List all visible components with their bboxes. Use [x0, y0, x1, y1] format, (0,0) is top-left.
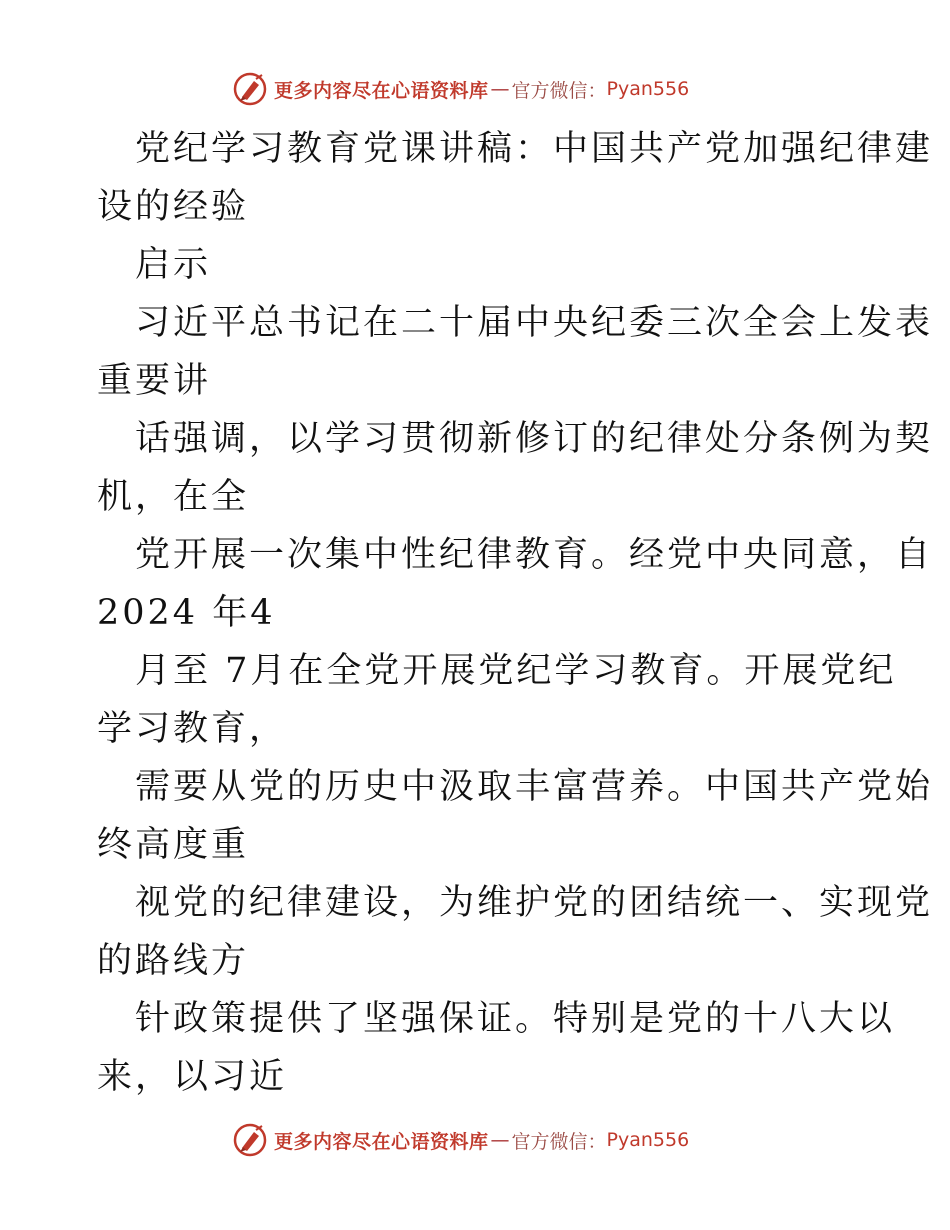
banner-dash: —: [490, 78, 510, 100]
doc-line: 来，以习近: [97, 1057, 288, 1097]
doc-line: 习近平总书记在二十届中央纪委三次全会上发表: [135, 303, 934, 343]
doc-line: 启示: [135, 245, 212, 285]
doc-line: 月至 7月在全党开展党纪学习教育。开展党纪: [135, 651, 897, 691]
banner-wechat-handle: Pyan556: [606, 1129, 690, 1151]
pen-nib-logo-icon: [232, 71, 268, 107]
doc-line: 的路线方: [97, 941, 250, 981]
banner-promo-text: 更多内容尽在心语资料库: [274, 79, 489, 102]
doc-line: 需要从党的历史中汲取丰富营养。中国共产党始: [135, 767, 934, 807]
doc-line: 针政策提供了坚强保证。特别是党的十八大以: [135, 999, 896, 1039]
doc-line: 学习教育，: [97, 709, 288, 749]
banner-dash: —: [490, 1129, 510, 1151]
doc-line: 终高度重: [97, 825, 250, 865]
pen-nib-logo-icon: [232, 1122, 268, 1158]
doc-line: 党开展一次集中性纪律教育。经党中央同意，自: [135, 535, 934, 575]
footer-banner: [232, 1122, 689, 1158]
banner-wechat-handle: Pyan556: [606, 78, 690, 100]
banner-promo-text: 更多内容尽在心语资料库: [274, 1130, 489, 1153]
doc-line: 党纪学习教育党课讲稿：中国共产党加强纪律建: [135, 129, 934, 169]
doc-line: 话强调，以学习贯彻新修订的纪律处分条例为契: [135, 419, 934, 459]
doc-line: 视党的纪律建设，为维护党的团结统一、实现党: [135, 883, 934, 923]
banner-wechat-label: 官方微信：: [511, 1130, 607, 1153]
document-body: [97, 120, 934, 1106]
doc-line: 重要讲: [97, 361, 212, 401]
banner-wechat-label: 官方微信：: [511, 79, 607, 102]
doc-line: 2024 年4: [97, 593, 276, 633]
header-banner: [232, 71, 689, 107]
doc-line: 机，在全: [97, 477, 250, 517]
doc-line: 设的经验: [97, 187, 250, 227]
